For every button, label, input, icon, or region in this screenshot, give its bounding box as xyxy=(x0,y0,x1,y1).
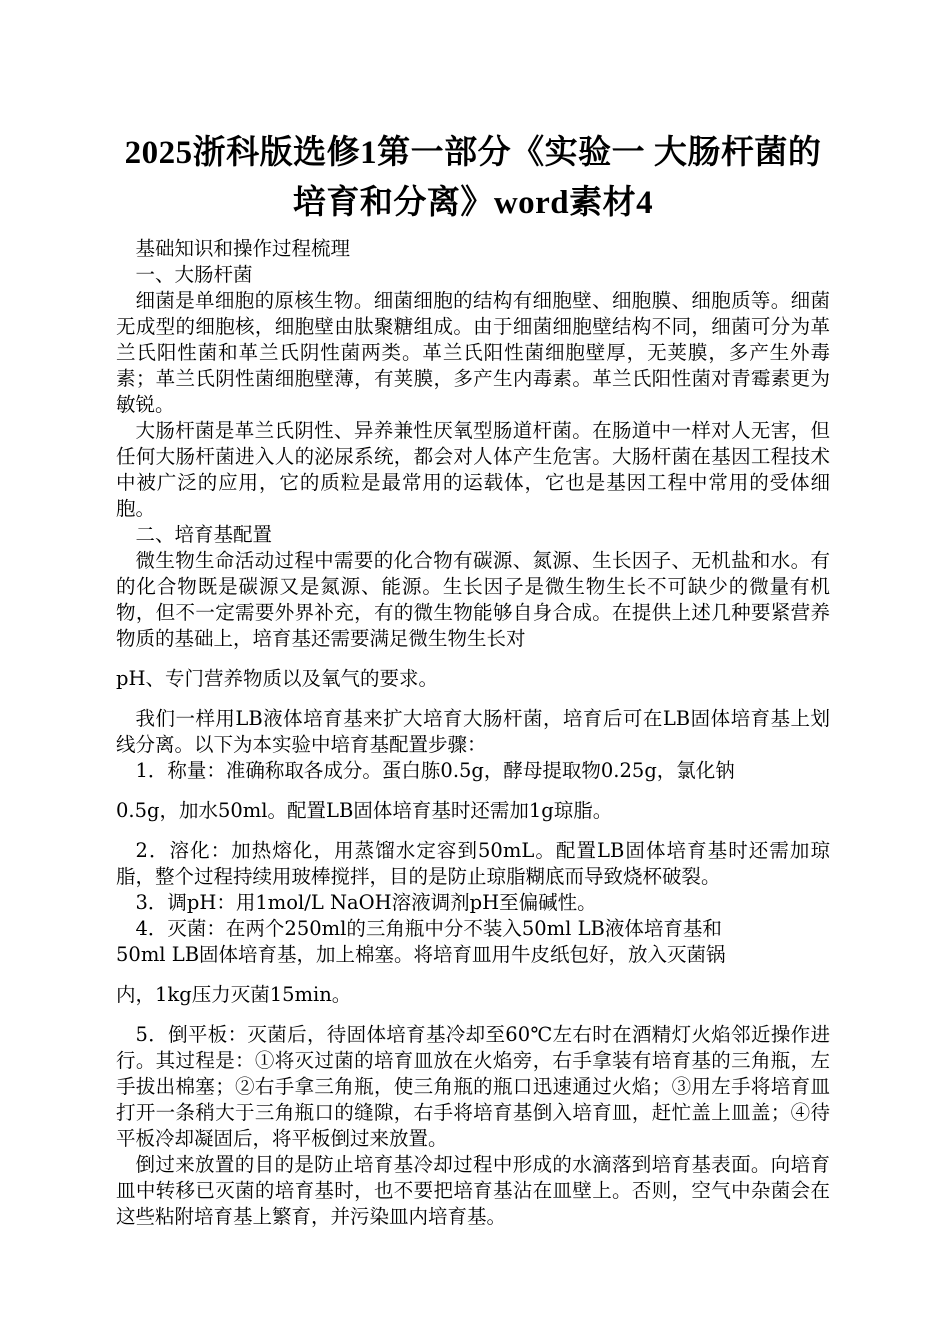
section-intro-heading: 基础知识和操作过程梳理 xyxy=(135,237,351,260)
paragraph-invert-plate: 倒过来放置的目的是防止培育基冷却过程中形成的水滴落到培育基表面。向培育皿中转移已灭菌的培育基时，也不要把培育基沾在皿壁上。否则，空气中杂菌会在这些粘附培育基上繁育，并污染皿内培育基。 xyxy=(116,1153,830,1228)
step-sterilization: 4．灭菌：在两个250ml的三角瓶中分不装入50ml LB液体培育基和 xyxy=(135,917,722,940)
step-sterilization-cont2: 内，1kg压力灭菌15min。 xyxy=(116,983,352,1006)
step-weighing: 1．称量：准确称取各成分。蛋白胨0.5g，酵母提取物0.25g，氯化钠 xyxy=(135,759,735,782)
step-weighing-cont: 0.5g，加水50ml。配置LB固体培育基时还需加1g琼脂。 xyxy=(116,799,613,822)
step-adjust-ph: 3．调pH：用1mol/L NaOH溶液调剂pH至偏碱性。 xyxy=(135,891,597,914)
step-sterilization-cont: 50ml LB固体培育基，加上棉塞。将培育皿用牛皮纸包好，放入灭菌锅 xyxy=(116,943,726,966)
step-dissolving: 2．溶化：加热熔化，用蒸馏水定容到50mL。配置LB固体培育基时还需加琼脂，整个过程持续用玻棒搅拌，目的是防止琼脂糊底而导致烧杯破裂。 xyxy=(116,839,830,888)
document-title: 2025浙科版选修1第一部分《实验一 大肠杆菌的培育和分离》word素材4 xyxy=(124,135,822,221)
section-heading-ecoli: 一、大肠杆菌 xyxy=(135,263,253,286)
paragraph-bacteria: 细菌是单细胞的原核生物。细菌细胞的结构有细胞壁、细胞膜、细胞质等。细菌无成型的细胞核，细胞壁由肽聚糖组成。由于细菌细胞壁结构不同，细菌可分为革兰氏阳性菌和革兰氏阴性菌两类。革兰氏阳性菌细胞壁厚，无荚膜，多产生外毒素；革兰氏阴性菌细胞壁薄，有荚膜，多产生内毒素。革兰氏阳性菌对青霉素更为敏锐。 xyxy=(116,289,830,416)
paragraph-nutrients: 微生物生命活动过程中需要的化合物有碳源、氮源、生长因子、无机盐和水。有的化合物既是碳源又是氮源、能源。生长因子是微生物生长不可缺少的微量有机物，但不一定需要外界补充，有的微生物能够自身合成。在提供上述几种要紧营养物质的基础上，培育基还需要满足微生物生长对 xyxy=(116,549,830,650)
paragraph-ecoli: 大肠杆菌是革兰氏阴性、异养兼性厌氧型肠道杆菌。在肠道中一样对人无害，但任何大肠杆菌进入人的泌尿系统，都会对人体产生危害。大肠杆菌在基因工程技术中被广泛的应用，它的质粒是最常用的运载体，它也是基因工程中常用的受体细胞。 xyxy=(116,419,830,520)
document-page xyxy=(116,128,830,1230)
step-pour-plate: 5．倒平板：灭菌后，待固体培育基冷却至60℃左右时在酒精灯火焰邻近操作进行。其过程是：①将灭过菌的培育皿放在火焰旁，右手拿装有培育基的三角瓶，左手拔出棉塞；②右手拿三角瓶，使三角瓶的瓶口迅速通过火焰；③用左手将培育皿打开一条稍大于三角瓶口的缝隙，右手将培育基倒入培育皿，赶忙盖上皿盖；④待平板冷却凝固后，将平板倒过来放置。 xyxy=(116,1023,830,1150)
section-heading-medium: 二、培育基配置 xyxy=(135,523,273,546)
paragraph-nutrients-cont: pH、专门营养物质以及氧气的要求。 xyxy=(116,667,438,690)
paragraph-lb-medium: 我们一样用LB液体培育基来扩大培育大肠杆菌，培育后可在LB固体培育基上划线分离。以下为本实验中培育基配置步骤： xyxy=(116,707,830,756)
